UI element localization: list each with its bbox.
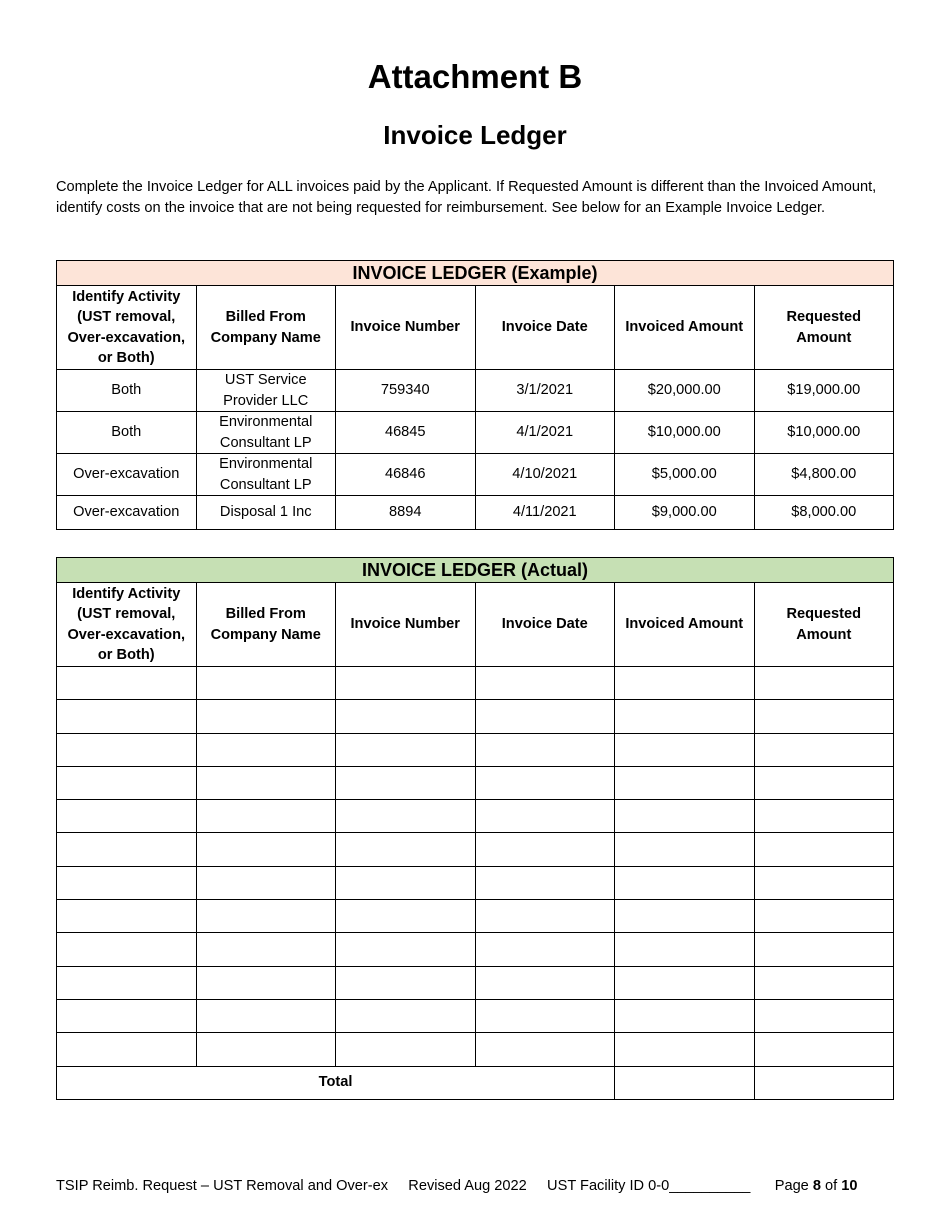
cell-activity: Over-excavation bbox=[57, 496, 197, 530]
cell-activity-input[interactable] bbox=[57, 966, 197, 999]
col-header-requested-amount: Requested Amount bbox=[754, 286, 894, 370]
total-requested-amount-cell[interactable] bbox=[754, 1066, 894, 1099]
cell-invoice-number: 759340 bbox=[336, 370, 476, 412]
cell-invoice-number-input[interactable] bbox=[336, 766, 476, 799]
cell-company-input[interactable] bbox=[196, 733, 336, 766]
col-header-invoiced-amount: Invoiced Amount bbox=[615, 583, 755, 667]
cell-requested-amount-input[interactable] bbox=[754, 833, 894, 866]
table-row bbox=[57, 900, 894, 933]
total-invoiced-amount-cell[interactable] bbox=[615, 1066, 755, 1099]
invoice-ledger-example-table bbox=[56, 260, 894, 530]
intro-paragraph: Complete the Invoice Ledger for ALL invoices paid by the Applicant. If Requested Amount is different than the Invoiced Amount, identify costs on the invoice that are not being requested for reimbursement. See below for an Example Invoice Ledger. bbox=[56, 179, 877, 216]
cell-activity-input[interactable] bbox=[57, 933, 197, 966]
cell-requested-amount-input[interactable] bbox=[754, 800, 894, 833]
cell-invoiced-amount-input[interactable] bbox=[615, 800, 755, 833]
cell-invoiced-amount: $20,000.00 bbox=[615, 370, 755, 412]
cell-invoiced-amount-input[interactable] bbox=[615, 866, 755, 899]
cell-requested-amount-input[interactable] bbox=[754, 766, 894, 799]
col-header-activity: Identify Activity (UST removal, Over-excavation, or Both) bbox=[57, 286, 197, 370]
cell-invoiced-amount-input[interactable] bbox=[615, 1033, 755, 1066]
cell-requested-amount-input[interactable] bbox=[754, 1033, 894, 1066]
cell-invoice-number-input[interactable] bbox=[336, 833, 476, 866]
footer-form-name: TSIP Reimb. Request – UST Removal and Over-ex bbox=[56, 1178, 389, 1194]
table-row bbox=[57, 733, 894, 766]
invoice-ledger-actual-table bbox=[56, 557, 894, 1100]
table-row bbox=[57, 833, 894, 866]
table-row bbox=[57, 966, 894, 999]
table-row bbox=[57, 700, 894, 733]
cell-requested-amount: $19,000.00 bbox=[754, 370, 894, 412]
table-row bbox=[57, 370, 894, 412]
cell-invoiced-amount-input[interactable] bbox=[615, 999, 755, 1032]
cell-invoiced-amount-input[interactable] bbox=[615, 667, 755, 700]
example-table-title: INVOICE LEDGER (Example) bbox=[57, 261, 894, 286]
cell-requested-amount-input[interactable] bbox=[754, 667, 894, 700]
cell-invoice-date-input[interactable] bbox=[475, 733, 615, 766]
table-row bbox=[57, 496, 894, 530]
cell-invoice-number-input[interactable] bbox=[336, 999, 476, 1032]
cell-company-input[interactable] bbox=[196, 700, 336, 733]
total-row bbox=[57, 1066, 894, 1099]
cell-requested-amount-input[interactable] bbox=[754, 700, 894, 733]
cell-invoice-number-input[interactable] bbox=[336, 866, 476, 899]
cell-invoiced-amount-input[interactable] bbox=[615, 733, 755, 766]
total-label: Total bbox=[57, 1066, 615, 1099]
cell-invoice-number-input[interactable] bbox=[336, 933, 476, 966]
cell-invoice-date-input[interactable] bbox=[475, 900, 615, 933]
cell-invoice-number: 8894 bbox=[336, 496, 476, 530]
cell-activity-input[interactable] bbox=[57, 833, 197, 866]
table-row bbox=[57, 866, 894, 899]
cell-activity-input[interactable] bbox=[57, 900, 197, 933]
example-header-row bbox=[57, 286, 894, 370]
cell-invoiced-amount: $9,000.00 bbox=[615, 496, 755, 530]
cell-company-input[interactable] bbox=[196, 1033, 336, 1066]
cell-requested-amount: $4,800.00 bbox=[754, 454, 894, 496]
table-row bbox=[57, 766, 894, 799]
cell-requested-amount: $8,000.00 bbox=[754, 496, 894, 530]
cell-requested-amount-input[interactable] bbox=[754, 999, 894, 1032]
cell-activity-input[interactable] bbox=[57, 700, 197, 733]
cell-invoice-date-input[interactable] bbox=[475, 966, 615, 999]
table-row bbox=[57, 999, 894, 1032]
cell-invoice-number-input[interactable] bbox=[336, 966, 476, 999]
cell-company-input[interactable] bbox=[196, 966, 336, 999]
cell-invoice-number-input[interactable] bbox=[336, 900, 476, 933]
cell-invoice-number-input[interactable] bbox=[336, 667, 476, 700]
page-subtitle: Invoice Ledger bbox=[383, 120, 567, 150]
cell-activity-input[interactable] bbox=[57, 800, 197, 833]
cell-invoice-number-input[interactable] bbox=[336, 700, 476, 733]
cell-invoiced-amount-input[interactable] bbox=[615, 833, 755, 866]
cell-activity-input[interactable] bbox=[57, 1033, 197, 1066]
col-header-invoice-number: Invoice Number bbox=[336, 286, 476, 370]
cell-activity: Both bbox=[57, 412, 197, 454]
cell-company-input[interactable] bbox=[196, 999, 336, 1032]
cell-invoiced-amount-input[interactable] bbox=[615, 966, 755, 999]
cell-invoice-number-input[interactable] bbox=[336, 800, 476, 833]
table-row bbox=[57, 454, 894, 496]
table-row bbox=[57, 933, 894, 966]
cell-company: Environmental Consultant LP bbox=[196, 454, 336, 496]
cell-requested-amount: $10,000.00 bbox=[754, 412, 894, 454]
cell-invoice-date: 3/1/2021 bbox=[475, 370, 615, 412]
page-footer bbox=[56, 1178, 858, 1194]
cell-invoice-date-input[interactable] bbox=[475, 700, 615, 733]
cell-company-input[interactable] bbox=[196, 933, 336, 966]
cell-invoice-number-input[interactable] bbox=[336, 1033, 476, 1066]
cell-invoice-date: 4/1/2021 bbox=[475, 412, 615, 454]
cell-invoice-date-input[interactable] bbox=[475, 833, 615, 866]
table-row bbox=[57, 412, 894, 454]
cell-invoice-date-input[interactable] bbox=[475, 1033, 615, 1066]
cell-invoice-number-input[interactable] bbox=[336, 733, 476, 766]
cell-company-input[interactable] bbox=[196, 866, 336, 899]
col-header-company: Billed From Company Name bbox=[196, 583, 336, 667]
cell-activity: Both bbox=[57, 370, 197, 412]
col-header-company: Billed From Company Name bbox=[196, 286, 336, 370]
col-header-invoice-number: Invoice Number bbox=[336, 583, 476, 667]
cell-company-input[interactable] bbox=[196, 667, 336, 700]
cell-activity-input[interactable] bbox=[57, 766, 197, 799]
cell-invoice-date-input[interactable] bbox=[475, 667, 615, 700]
cell-invoiced-amount-input[interactable] bbox=[615, 766, 755, 799]
cell-company-input[interactable] bbox=[196, 766, 336, 799]
cell-invoice-date: 4/11/2021 bbox=[475, 496, 615, 530]
col-header-invoice-date: Invoice Date bbox=[475, 583, 615, 667]
table-row bbox=[57, 1033, 894, 1066]
cell-activity-input[interactable] bbox=[57, 667, 197, 700]
col-header-invoice-date: Invoice Date bbox=[475, 286, 615, 370]
cell-invoice-date-input[interactable] bbox=[475, 800, 615, 833]
table-row bbox=[57, 667, 894, 700]
cell-company: UST Service Provider LLC bbox=[196, 370, 336, 412]
cell-company: Disposal 1 Inc bbox=[196, 496, 336, 530]
cell-invoice-date-input[interactable] bbox=[475, 866, 615, 899]
col-header-invoiced-amount: Invoiced Amount bbox=[615, 286, 755, 370]
actual-table-title: INVOICE LEDGER (Actual) bbox=[57, 558, 894, 583]
cell-company-input[interactable] bbox=[196, 800, 336, 833]
cell-requested-amount-input[interactable] bbox=[754, 733, 894, 766]
cell-company: Environmental Consultant LP bbox=[196, 412, 336, 454]
cell-invoice-date: 4/10/2021 bbox=[475, 454, 615, 496]
cell-invoiced-amount-input[interactable] bbox=[615, 900, 755, 933]
page-title: Attachment B bbox=[367, 58, 583, 95]
cell-activity-input[interactable] bbox=[57, 999, 197, 1032]
footer-page-number: Page 8 of 10 bbox=[774, 1178, 858, 1194]
cell-requested-amount-input[interactable] bbox=[754, 933, 894, 966]
cell-requested-amount-input[interactable] bbox=[754, 900, 894, 933]
cell-requested-amount-input[interactable] bbox=[754, 866, 894, 899]
table-row bbox=[57, 800, 894, 833]
cell-invoice-date-input[interactable] bbox=[475, 766, 615, 799]
cell-invoice-number: 46845 bbox=[336, 412, 476, 454]
cell-activity-input[interactable] bbox=[57, 866, 197, 899]
cell-activity: Over-excavation bbox=[57, 454, 197, 496]
actual-header-row bbox=[57, 583, 894, 667]
cell-invoiced-amount-input[interactable] bbox=[615, 933, 755, 966]
cell-invoiced-amount: $10,000.00 bbox=[615, 412, 755, 454]
cell-requested-amount-input[interactable] bbox=[754, 966, 894, 999]
footer-facility-id: UST Facility ID 0-0__________ bbox=[547, 1178, 751, 1194]
cell-invoice-date-input[interactable] bbox=[475, 933, 615, 966]
col-header-activity: Identify Activity (UST removal, Over-excavation, or Both) bbox=[57, 583, 197, 667]
cell-activity-input[interactable] bbox=[57, 733, 197, 766]
footer-revised: Revised Aug 2022 bbox=[408, 1178, 527, 1194]
cell-invoice-date-input[interactable] bbox=[475, 999, 615, 1032]
cell-invoice-number: 46846 bbox=[336, 454, 476, 496]
col-header-requested-amount: Requested Amount bbox=[754, 583, 894, 667]
cell-invoiced-amount: $5,000.00 bbox=[615, 454, 755, 496]
cell-invoiced-amount-input[interactable] bbox=[615, 700, 755, 733]
actual-table-body bbox=[57, 667, 894, 1067]
cell-company-input[interactable] bbox=[196, 833, 336, 866]
cell-company-input[interactable] bbox=[196, 900, 336, 933]
